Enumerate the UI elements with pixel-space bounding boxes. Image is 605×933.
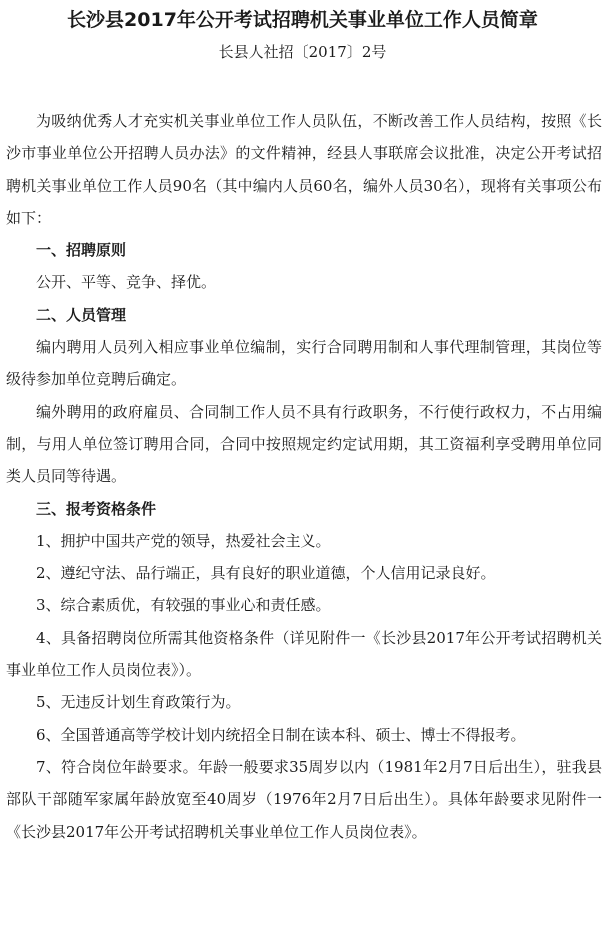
section-heading-qualifications: 三、报考资格条件 bbox=[36, 499, 157, 518]
paragraph: 公开、平等、竞争、择优。 bbox=[36, 273, 217, 292]
paragraph: 编内聘用人员列入相应事业单位编制，实行合同聘用制和人事代理制管理，其岗位等级待参加单位竞聘后确定。 bbox=[6, 338, 602, 389]
paragraph: 编外聘用的政府雇员、合同制工作人员不具有行政职务，不行使行政权力，不占用编制，与用人单位签订聘用合同，合同中按照规定约定试用期，其工资福利享受聘用单位同类人员同等待遇。 bbox=[6, 402, 602, 486]
list-item: 3、综合素质优，有较强的事业心和责任感。 bbox=[36, 596, 331, 615]
list-item: 7、符合岗位年龄要求。年龄一般要求35周岁以内（1981年2月7日后出生），驻我县部队干部随军家属年龄放宽至40周岁（1976年2月7日后出生）。具体年龄要求见附件一《长沙县2017年公开考试招聘机关事业单位工作人员岗位表》。 bbox=[6, 757, 602, 841]
document-body bbox=[6, 105, 602, 848]
list-item: 4、具备招聘岗位所需其他资格条件（详见附件一《长沙县2017年公开考试招聘机关事业单位工作人员岗位表》）。 bbox=[6, 628, 602, 680]
document-number: 长县人社招〔2017〕2号 bbox=[218, 43, 387, 61]
list-item: 6、全国普通高等学校计划内统招全日制在读本科、硕士、博士不得报考。 bbox=[36, 725, 526, 744]
list-item: 1、拥护中国共产党的领导，热爱社会主义。 bbox=[36, 531, 331, 550]
intro-paragraph: 为吸纳优秀人才充实机关事业单位工作人员队伍，不断改善工作人员结构，按照《长沙市事业单位公开招聘人员办法》的文件精神，经县人事联席会议批准，决定公开考试招聘机关事业单位工作人员90名（其中编内人员60名，编外人员30名），现将有关事项公布如下： bbox=[6, 112, 602, 227]
section-heading-management: 二、人员管理 bbox=[36, 305, 127, 324]
list-item: 5、无违反计划生育政策行为。 bbox=[36, 693, 241, 712]
document-title: 长沙县2017年公开考试招聘机关事业单位工作人员简章 bbox=[67, 9, 538, 31]
list-item: 2、遵纪守法、品行端正，具有良好的职业道德，个人信用记录良好。 bbox=[36, 564, 496, 583]
section-heading-principles: 一、招聘原则 bbox=[36, 241, 127, 260]
